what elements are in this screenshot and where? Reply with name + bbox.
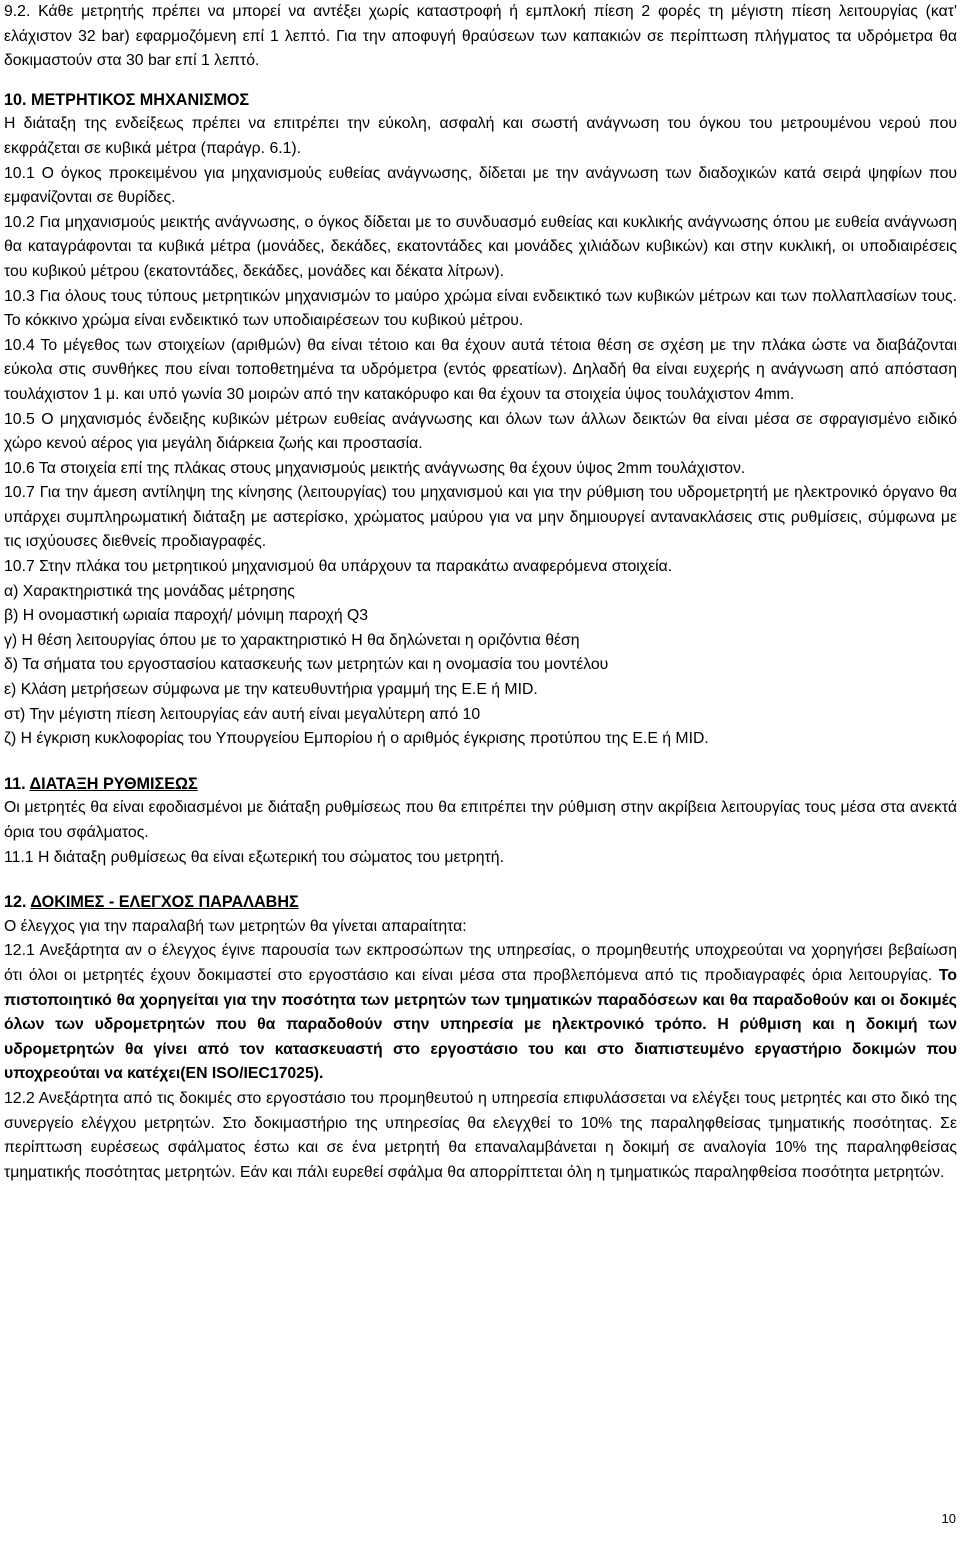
list-item-e: ε) Κλάση μετρήσεων σύμφωνα με την κατευθυντήρια γραμμή της Ε.Ε ή MID.: [4, 681, 538, 699]
paragraph-10-2: 10.2 Για μηχανισμούς μεικτής ανάγνωσης, ο όγκος δίδεται με το συνδυασμό ευθείας και κυκλικής ανάγνωσης όπου με ευθεία ανάγνωση θα καταγράφονται τα κυβικά μέτρα (μονάδες, δεκάδες, εκατοντάδες και μονάδες χιλιάδων κυβικών) και στην κυκλική, οι υποδιαιρέσεις του κυβικού μέτρου (εκατοντάδες, δεκάδες, μονάδες και δέκατα λίτρων).: [4, 213, 957, 280]
section-12-number: 12.: [4, 893, 31, 912]
paragraph-10-1: 10.1 Ο όγκος προκειμένου για μηχανισμούς ευθείας ανάγνωσης, δίδεται με την ανάγνωση των διαδοχικών κατά σειρά ψηφίων που εμφανίζονται σε θυρίδες.: [4, 164, 957, 207]
paragraph-10-3: 10.3 Για όλους τους τύπους μετρητικών μηχανισμών το μαύρο χρώμα είναι ενδεικτικό των κυβικών μέτρων και των πολλαπλασίων τους. Το κόκκινο χρώμα είναι ενδεικτικό των υποδιαιρέσεων του κυβικού μέτρου.: [4, 287, 957, 330]
paragraph-12-1-text: 12.1 Ανεξάρτητα αν ο έλεγχος έγινε παρουσία των εκπροσώπων της υπηρεσίας, ο προμηθευτής υποχρεούται να χορηγήσει βεβαίωση ότι όλοι οι μετρητές έχουν δοκιμαστεί στο εργοστάσιο και είναι μέσα στα προβλεπόμενα από τις προδιαγραφές όρια λειτουργίας.: [4, 942, 957, 984]
section-12-heading: [4, 890, 957, 915]
paragraph-12-1: [4, 939, 957, 1087]
list-item-a: α) Χαρακτηριστικά της μονάδας μέτρησης: [4, 582, 295, 600]
section-10-heading: 10. ΜΕΤΡΗΤΙΚΟΣ ΜΗΧΑΝΙΣΜΟΣ: [4, 90, 250, 109]
paragraph-12-2: 12.2 Ανεξάρτητα από τις δοκιμές στο εργοστάσιο του προμηθευτού η υπηρεσία επιφυλάσσεται να ελέγξει τους μετρητές και στο δικό της συνεργείο ελέγχου μετρητών. Στο δοκιμαστήριο της υπηρεσίας θα ελεγχθεί το 10% της παραληφθείσας τμηματικής ποσότητας. Σε περίπτωση ευρέσεως σφάλματος έστω και σε ένα μετρητή θα επαναλαμβάνεται η δοκιμή σε αναλογία 10% της παραληφθείσας τμηματικής ποσότητας μετρητών. Εάν και πάλι ευρεθεί σφάλμα θα απορρίπτεται όλη η τμηματικώς παραληφθείσα ποσότητα μετρητών.: [4, 1089, 957, 1181]
paragraph-10-4: 10.4 Το μέγεθος των στοιχείων (αριθμών) θα είναι τέτοιο και θα έχουν αυτά τέτοια θέση σε σχέση με την πλάκα ώστε να διαβάζονται εύκολα στις συνθήκες που είναι τοποθετημένα τα υδρόμετρα (εντός φρεατίων). Δηλαδή θα είναι ευχερής η ανάγνωση από απόσταση τουλάχιστον 1 μ. και υπό γωνία 30 μοιρών από την κατακόρυφο και θα έχουν τα στοιχεία ύψος τουλάχιστον 4mm.: [4, 336, 957, 403]
paragraph-10-6: 10.6 Τα στοιχεία επί της πλάκας στους μηχανισμούς μεικτής ανάγνωσης θα έχουν ύψος 2mm τουλάχιστον.: [4, 459, 746, 477]
section-11-heading: [4, 772, 957, 797]
section-12-title: ΔΟΚΙΜΕΣ - ΕΛΕΓΧΟΣ ΠΑΡΑΛΑΒΗΣ: [30, 893, 299, 912]
paragraph-12-1-bold-text: Το πιστοποιητικό θα χορηγείται για την ποσότητα των μετρητών των τμηματικών παραδόσεων και θα παραδοθούν και οι δοκιμές όλων των υδρομετρητών που θα παραδοθούν στην υπηρεσία με ηλεκτρονικό τρόπο. Η ρύθμιση και η δοκιμή των υδρομετρητών θα γίνει από τον κατασκευαστή στο εργοστάσιο του και στο διαπιστευμένο εργαστήριο δοκιμών που υποχρεούται να κατέχει(EN ISO/IEC17025).: [4, 966, 957, 1083]
paragraph-11-1: 11.1 Η διάταξη ρυθμίσεως θα είναι εξωτερική του σώματος του μετρητή.: [4, 848, 504, 866]
paragraph-10-7-a: 10.7 Για την άμεση αντίληψη της κίνησης (λειτουργίας) του μηχανισμού και για την ρύθμιση του υδρομετρητή με ηλεκτρονικό όργανο θα υπάρχει συμπληρωματική διάταξη με αστερίσκο, χρώματος μαύρου για να μην δημιουργεί αντανακλάσεις στις ρυθμίσεις, σύμφωνα με τις ισχύουσες διεθνείς προδιαγραφές.: [4, 484, 957, 551]
section-12-intro: Ο έλεγχος για την παραλαβή των μετρητών θα γίνεται απαραίτητα:: [4, 917, 467, 935]
list-item-st: στ) Την μέγιστη πίεση λειτουργίας εάν αυτή είναι μεγαλύτερη από 10: [4, 705, 481, 723]
list-item-c: γ) Η θέση λειτουργίας όπου με το χαρακτηριστικό Η θα δηλώνεται η οριζόντια θέση: [4, 631, 580, 649]
list-item-b: β) Η ονομαστική ωριαία παροχή/ μόνιμη παροχή Q3: [4, 607, 369, 625]
section-11-title: ΔΙΑΤΑΞΗ ΡΥΘΜΙΣΕΩΣ: [29, 774, 198, 793]
section-11-intro: Οι μετρητές θα είναι εφοδιασμένοι με διάταξη ρυθμίσεως που θα επιτρέπει την ρύθμιση στην ακρίβεια λειτουργίας τους μέσα στα ανεκτά όρια του σφάλματος.: [4, 799, 957, 841]
section-11-number: 11.: [4, 774, 30, 793]
page-number: 10: [941, 1511, 956, 1526]
paragraph-10-7-b: 10.7 Στην πλάκα του μετρητικού μηχανισμού θα υπάρχουν τα παρακάτω αναφερόμενα στοιχεία.: [4, 558, 673, 576]
section-10-intro: Η διάταξη της ενδείξεως πρέπει να επιτρέπει την εύκολη, ασφαλή και σωστή ανάγνωση του όγκου του μετρουμένου νερού που εκφράζεται σε κυβικά μέτρα (παράγρ. 6.1).: [4, 115, 957, 157]
paragraph-9-2: 9.2. Κάθε μετρητής πρέπει να μπορεί να αντέξει χωρίς καταστροφή ή εμπλοκή πίεση 2 φορές τη μέγιστη πίεση λειτουργίας (κατ' ελάχιστον 32 bar) εφαρμοζόμενη επί 1 λεπτό. Για την αποφυγή θραύσεων των καπακιών σε περίπτωση πλήγματος τα υδρόμετρα θα δοκιμαστούν στα 30 bar επί 1 λεπτό.: [4, 3, 957, 70]
list-item-z: ζ) Η έγκριση κυκλοφορίας του Υπουργείου Εμπορίου ή ο αριθμός έγκρισης προτύπου της Ε.Ε ή MID.: [4, 730, 709, 748]
list-item-d: δ) Τα σήματα του εργοστασίου κατασκευής των μετρητών και η ονομασία του μοντέλου: [4, 656, 609, 674]
paragraph-10-5: 10.5 Ο μηχανισμός ένδειξης κυβικών μέτρων ευθείας ανάγνωσης και όλων των άλλων δεικτών θα είναι μέσα σε σφραγισμένο ειδικό χώρο κενού αέρος για μεγάλη διάρκεια ζωής και προστασία.: [4, 410, 957, 453]
